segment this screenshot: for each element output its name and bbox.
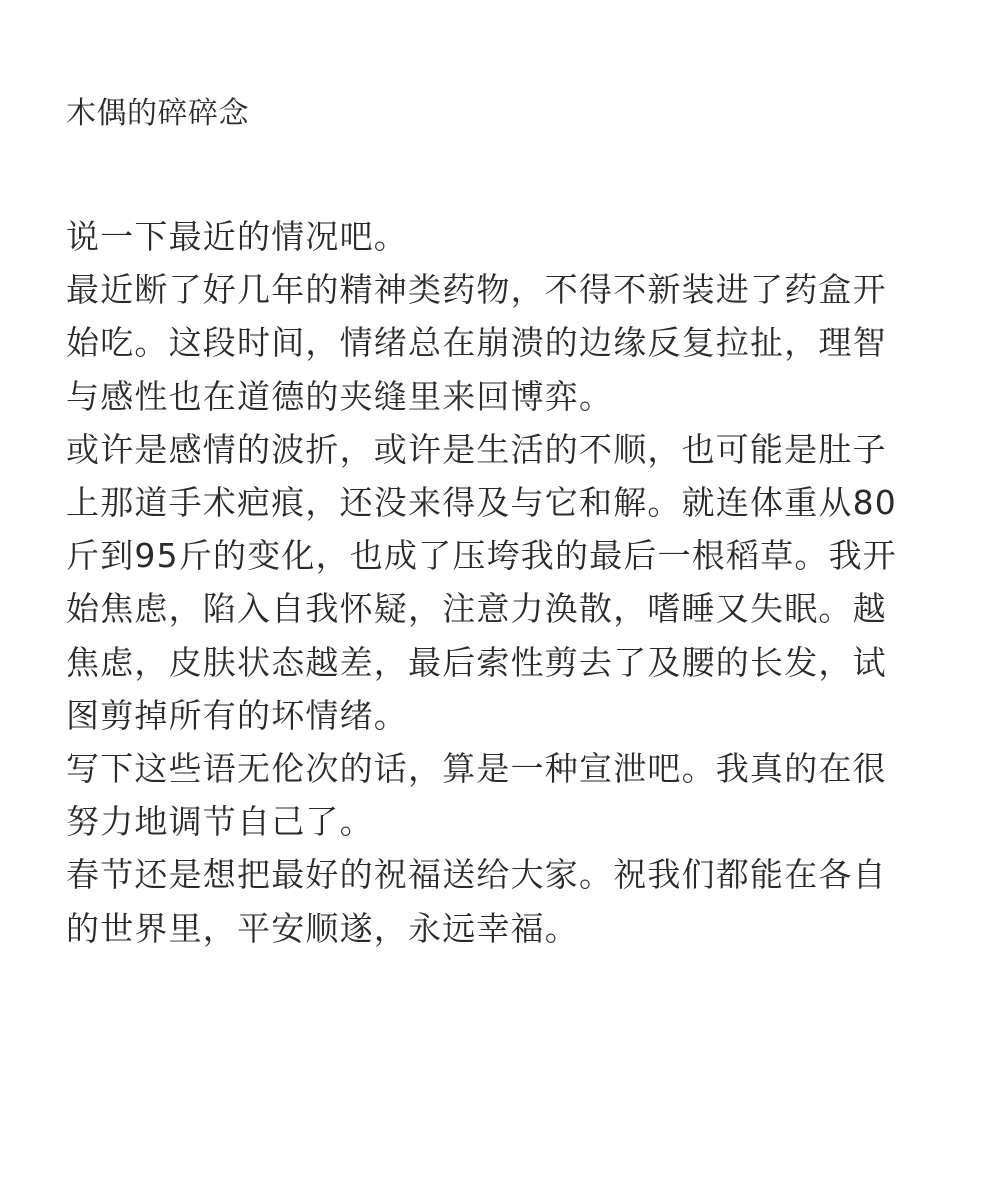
paragraph-causes: 或许是感情的波折，或许是生活的不顺，也可能是肚子上那道手术疤痕，还没来得及与它和解。就连体重从80斤到95斤的变化，也成了压垮我的最后一根稻草。我开始焦虑，陷入自我怀疑，注意力涣散，嗜睡又失眠。越焦虑，皮肤状态越差，最后索性剪去了及腰的长发，试图剪掉所有的坏情绪。 [66,429,897,735]
paragraph-intro: 说一下最近的情况吧。 [66,217,408,256]
note-title: 木偶的碎碎念 [66,96,249,131]
paragraph-medication: 最近断了好几年的精神类药物，不得不新装进了药盒开始吃。这段时间，情绪总在崩溃的边缘反复拉扯，理智与感性也在道德的夹缝里来回博弈。 [66,270,887,416]
paragraph-venting: 写下这些语无伦次的话，算是一种宣泄吧。我真的在很努力地调节自己了。 [66,749,887,842]
note-body [66,210,911,955]
note-document [66,92,911,955]
paragraph-new-year-wishes: 春节还是想把最好的祝福送给大家。祝我们都能在各自的世界里，平安顺遂，永远幸福。 [66,855,887,948]
